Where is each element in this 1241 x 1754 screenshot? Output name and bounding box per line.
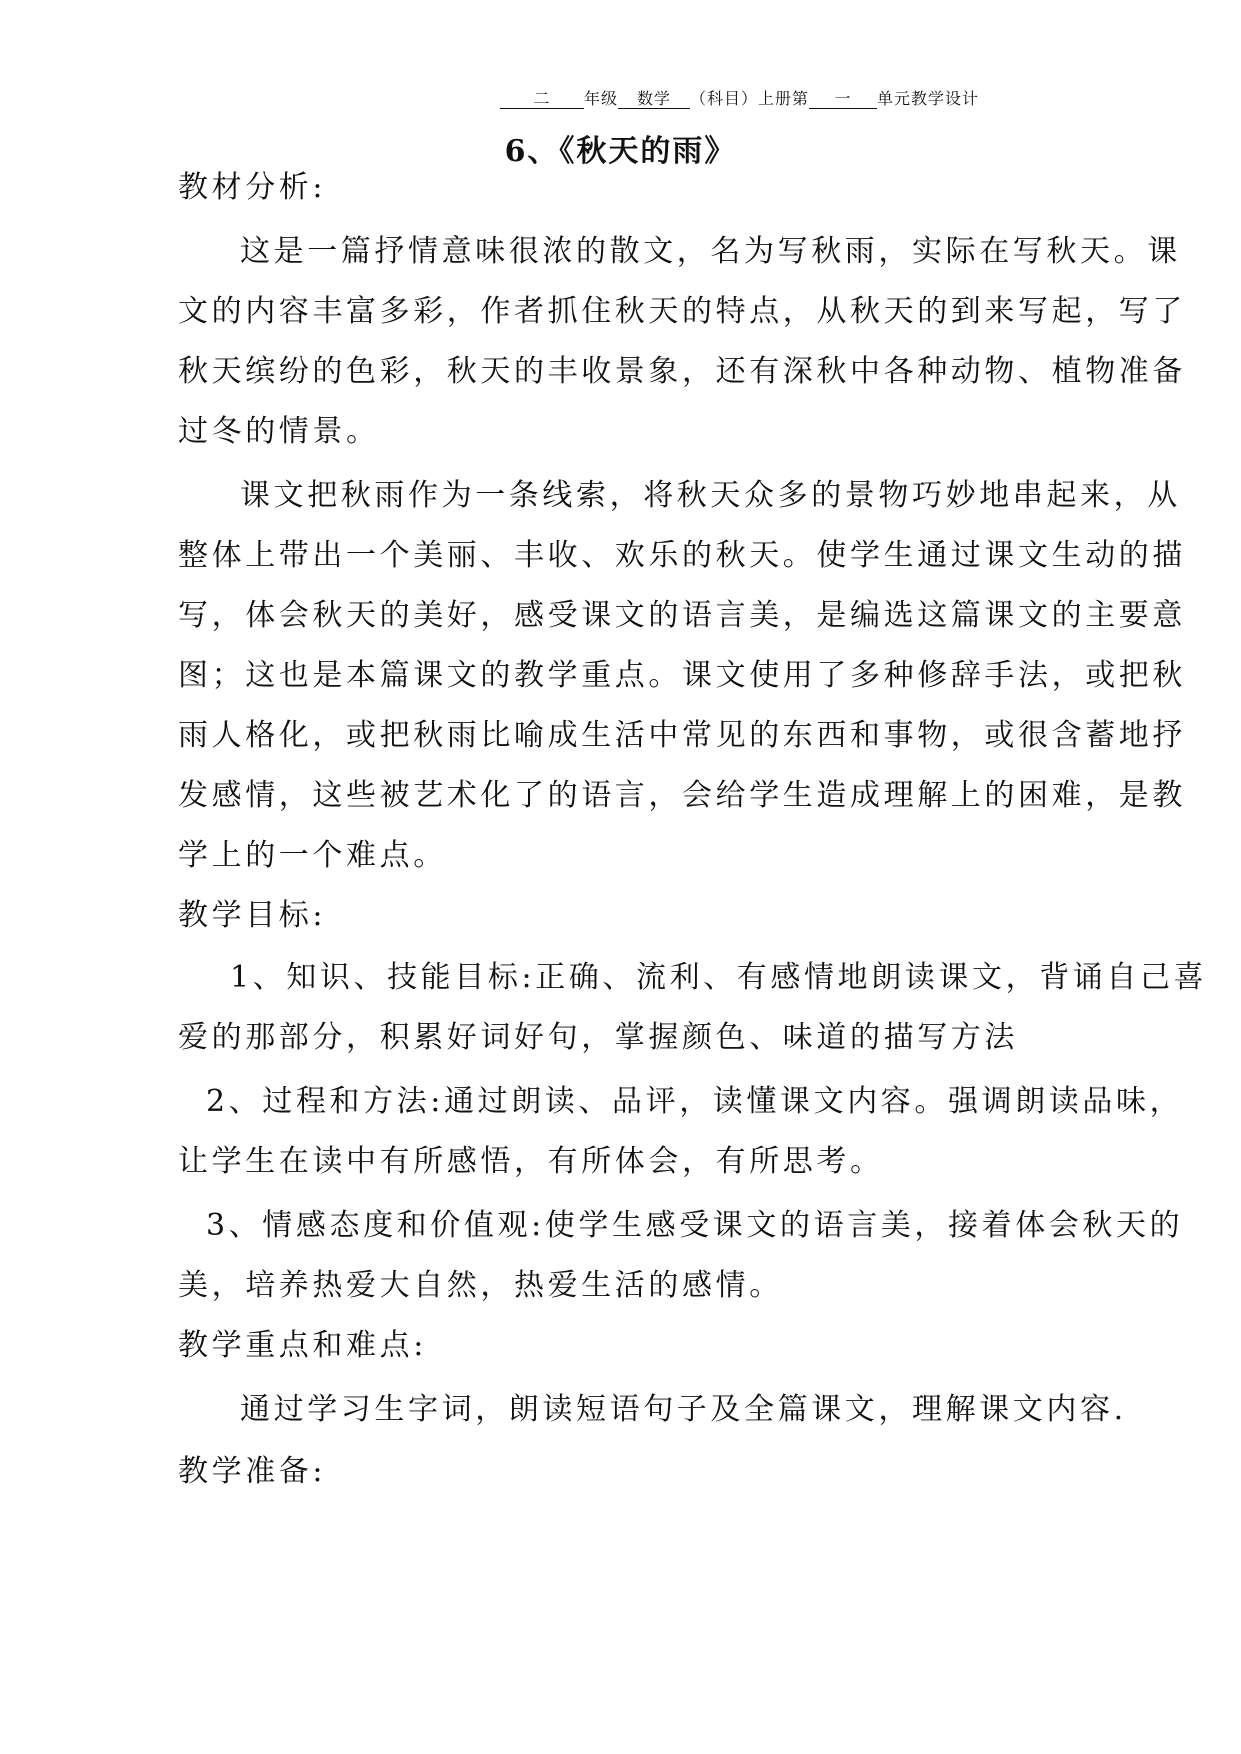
goal-line: 3、情感态度和价值观:使学生感受课文的语言美，接着体会秋天的 [206,1208,1184,1243]
keypoints-line: 通过学习生字词，朗读短语句子及全篇课文，理解课文内容. [240,1392,1127,1427]
paragraph-line: 这是一篇抒情意味很浓的散文，名为写秋雨，实际在写秋天。课 [240,234,1181,269]
paragraph-line: 雨人格化，或把秋雨比喻成生活中常见的东西和事物，或很含蓄地抒 [178,718,1186,753]
paragraph-line: 整体上带出一个美丽、丰收、欢乐的秋天。使学生通过课文生动的描 [178,538,1186,573]
paragraph-line: 文的内容丰富多彩，作者抓住秋天的特点，从秋天的到来写起，写了 [178,294,1186,329]
section-heading-preparation: 教学准备: [178,1454,327,1489]
paragraph-line: 发感情，这些被艺术化了的语言，会给学生造成理解上的困难，是教 [178,778,1186,813]
document-title: 6、《秋天的雨》 [504,134,737,169]
paragraph-line: 写，体会秋天的美好，感受课文的语言美，是编选这篇课文的主要意 [178,598,1186,633]
grade-suffix: 年级 [583,89,618,108]
paragraph-line: 学上的一个难点。 [178,838,447,873]
paragraph-line: 秋天缤纷的色彩，秋天的丰收景象，还有深秋中各种动物、植物准备 [178,354,1186,389]
paragraph-line: 课文把秋雨作为一条线索，将秋天众多的景物巧妙地串起来，从 [240,478,1181,513]
paragraph-line: 过冬的情景。 [178,414,380,449]
header-middle: （科目）上册第 [689,89,809,108]
goal-line: 2、过程和方法:通过朗读、品评，读懂课文内容。强调朗读品味， [206,1084,1184,1119]
subject-blank: 数学 [618,89,690,109]
section-heading-material: 教材分析: [178,170,327,205]
paragraph-line: 图；这也是本篇课文的教学重点。课文使用了多种修辞手法，或把秋 [178,658,1186,693]
goal-line: 1、知识、技能目标:正确、流利、有感情地朗读课文，背诵自己喜 [230,960,1208,995]
goal-line: 让学生在读中有所感悟，有所体会，有所思考。 [178,1144,884,1179]
goal-line: 爱的那部分，积累好词好句，掌握颜色、味道的描写方法 [178,1020,1018,1055]
section-heading-goals: 教学目标: [178,898,327,933]
section-heading-keypoints: 教学重点和难点: [178,1328,427,1363]
goal-line: 美，培养热爱大自然，热爱生活的感情。 [178,1268,783,1303]
unit-blank: 一 [809,89,877,109]
header-suffix: 单元教学设计 [876,89,979,108]
grade-blank: 二 [500,89,584,109]
header-line [500,86,979,109]
